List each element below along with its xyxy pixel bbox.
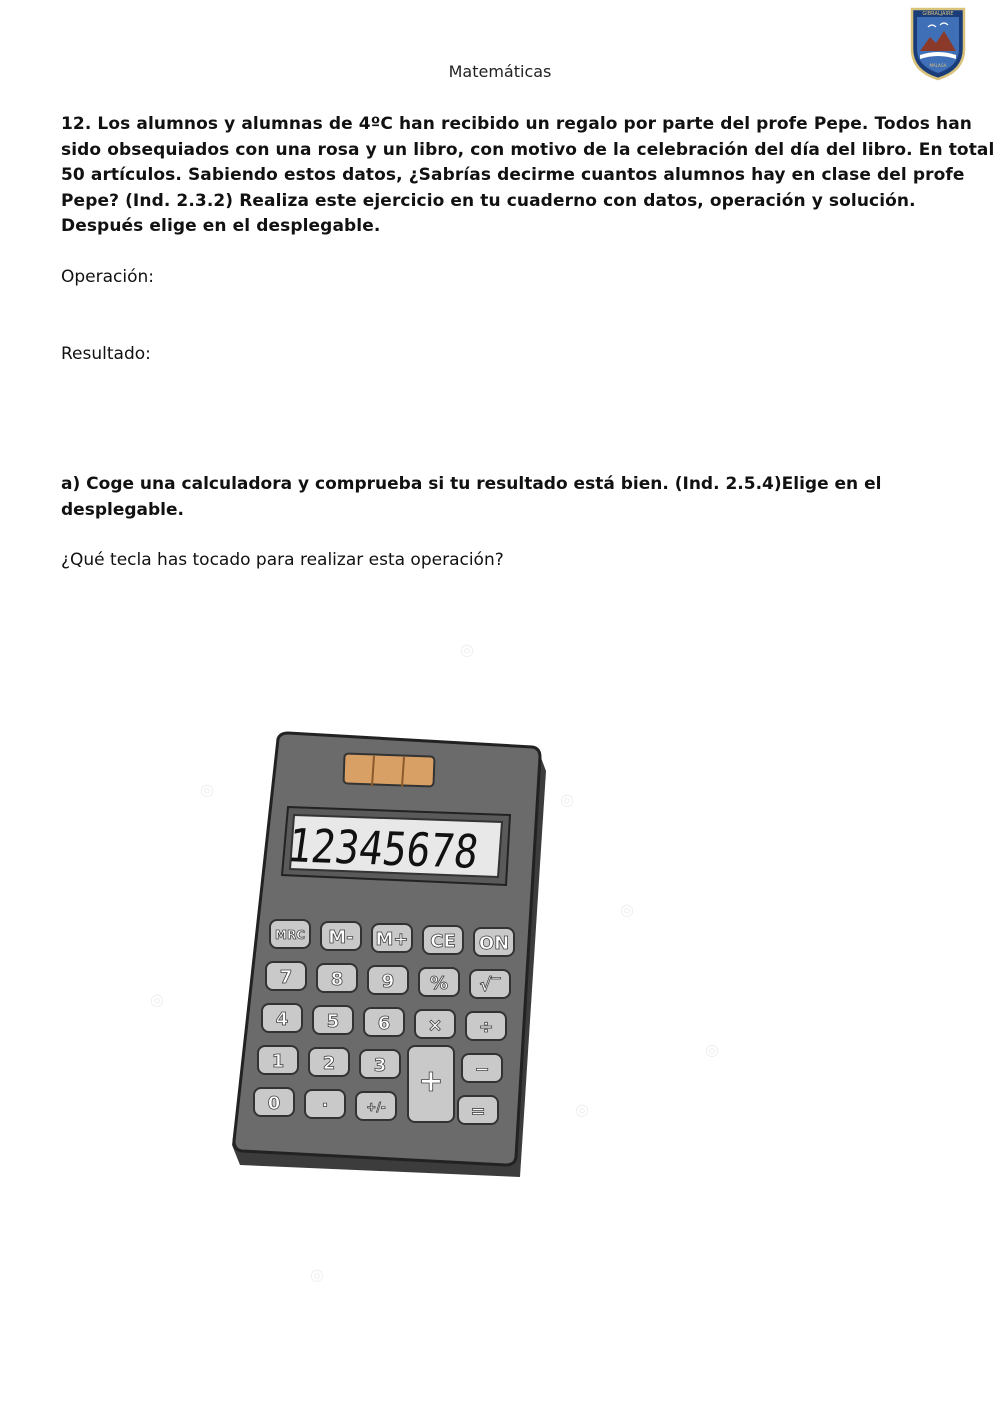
calculator-key-label: ON (478, 933, 510, 954)
calculator-key-label: M- (328, 927, 354, 948)
subquestion-line: desplegable. (61, 499, 184, 520)
calculator-key-label: 8 (330, 969, 344, 990)
watermark-icon: ◎ (620, 900, 634, 919)
result-label: Resultado: (61, 344, 151, 364)
question-line: Pepe? (Ind. 2.3.2) Realiza este ejercicio en tu cuaderno con datos, operación y solución. (61, 190, 916, 211)
calculator-key-label: − (474, 1059, 490, 1080)
calculator-key-label: % (429, 973, 449, 994)
calculator-key-label: = (470, 1101, 486, 1122)
watermark-icon: ◎ (460, 640, 474, 659)
calculator-key-label: 5 (326, 1011, 340, 1032)
calculator-key-label: 7 (279, 967, 293, 988)
watermark-icon: ◎ (200, 780, 214, 799)
calculator-key-label: 2 (322, 1053, 336, 1074)
watermark-icon: ◎ (575, 1100, 589, 1119)
watermark-icon: ◎ (310, 1265, 324, 1284)
calculator-key-label: · (321, 1095, 329, 1116)
question-line: Después elige en el desplegable. (61, 216, 381, 236)
calculator-key-label: 0 (267, 1093, 281, 1114)
calculator-key-label: + (418, 1064, 444, 1099)
watermark-icon: ◎ (560, 790, 574, 809)
svg-text:MÁLAGA: MÁLAGA (929, 63, 947, 68)
calculator-display-text: 12345678 (284, 818, 514, 880)
svg-text:GIBRALJAIRE: GIBRALJAIRE (922, 11, 954, 17)
solar-panel (344, 753, 435, 786)
subquestion-text (61, 472, 941, 523)
question-text (61, 112, 995, 240)
calculator-key-label: 9 (381, 971, 395, 992)
question-line: 50 artículos. Sabiendo estos datos, ¿Sabrías decirme cuantos alumnos hay en clase del profe (61, 165, 965, 185)
operation-label: Operación: (61, 267, 155, 287)
watermark-icon: ◎ (150, 990, 164, 1009)
subquestion-line: a) Coge una calculadora y comprueba si tu resultado está bien. (Ind. 2.5.4)Elige en el (61, 474, 882, 494)
calculator-key-label: 6 (377, 1013, 391, 1034)
calculator-key-label: +/- (366, 1100, 386, 1114)
calculator-key-label: ÷ (478, 1017, 494, 1038)
key-question-prompt: ¿Qué tecla has tocado para realizar esta operación? (61, 550, 504, 570)
calculator-key-label: × (427, 1015, 443, 1036)
calculator-illustration (220, 725, 565, 1185)
watermark-icon: ◎ (705, 1040, 719, 1059)
calculator-key-label: 1 (271, 1051, 285, 1072)
calculator-key-label: 4 (275, 1009, 289, 1030)
question-line: 12. Los alumnos y alumnas de 4ºC han recibido un regalo por parte del profe Pepe. Todos han (61, 114, 972, 134)
calculator-key-label: M+ (375, 929, 409, 950)
school-logo (908, 5, 968, 81)
calculator-key-label: CE (430, 931, 456, 952)
page-header: Matemáticas (448, 62, 552, 81)
calculator-key-label: √‾ (479, 975, 501, 996)
calculator-key-label: MRC (275, 928, 305, 942)
question-line: sido obsequiados con una rosa y un libro, con motivo de la celebración del día del libro. En total (61, 139, 995, 160)
calculator-svg (220, 725, 565, 1185)
calculator-key-label: 3 (373, 1055, 387, 1076)
